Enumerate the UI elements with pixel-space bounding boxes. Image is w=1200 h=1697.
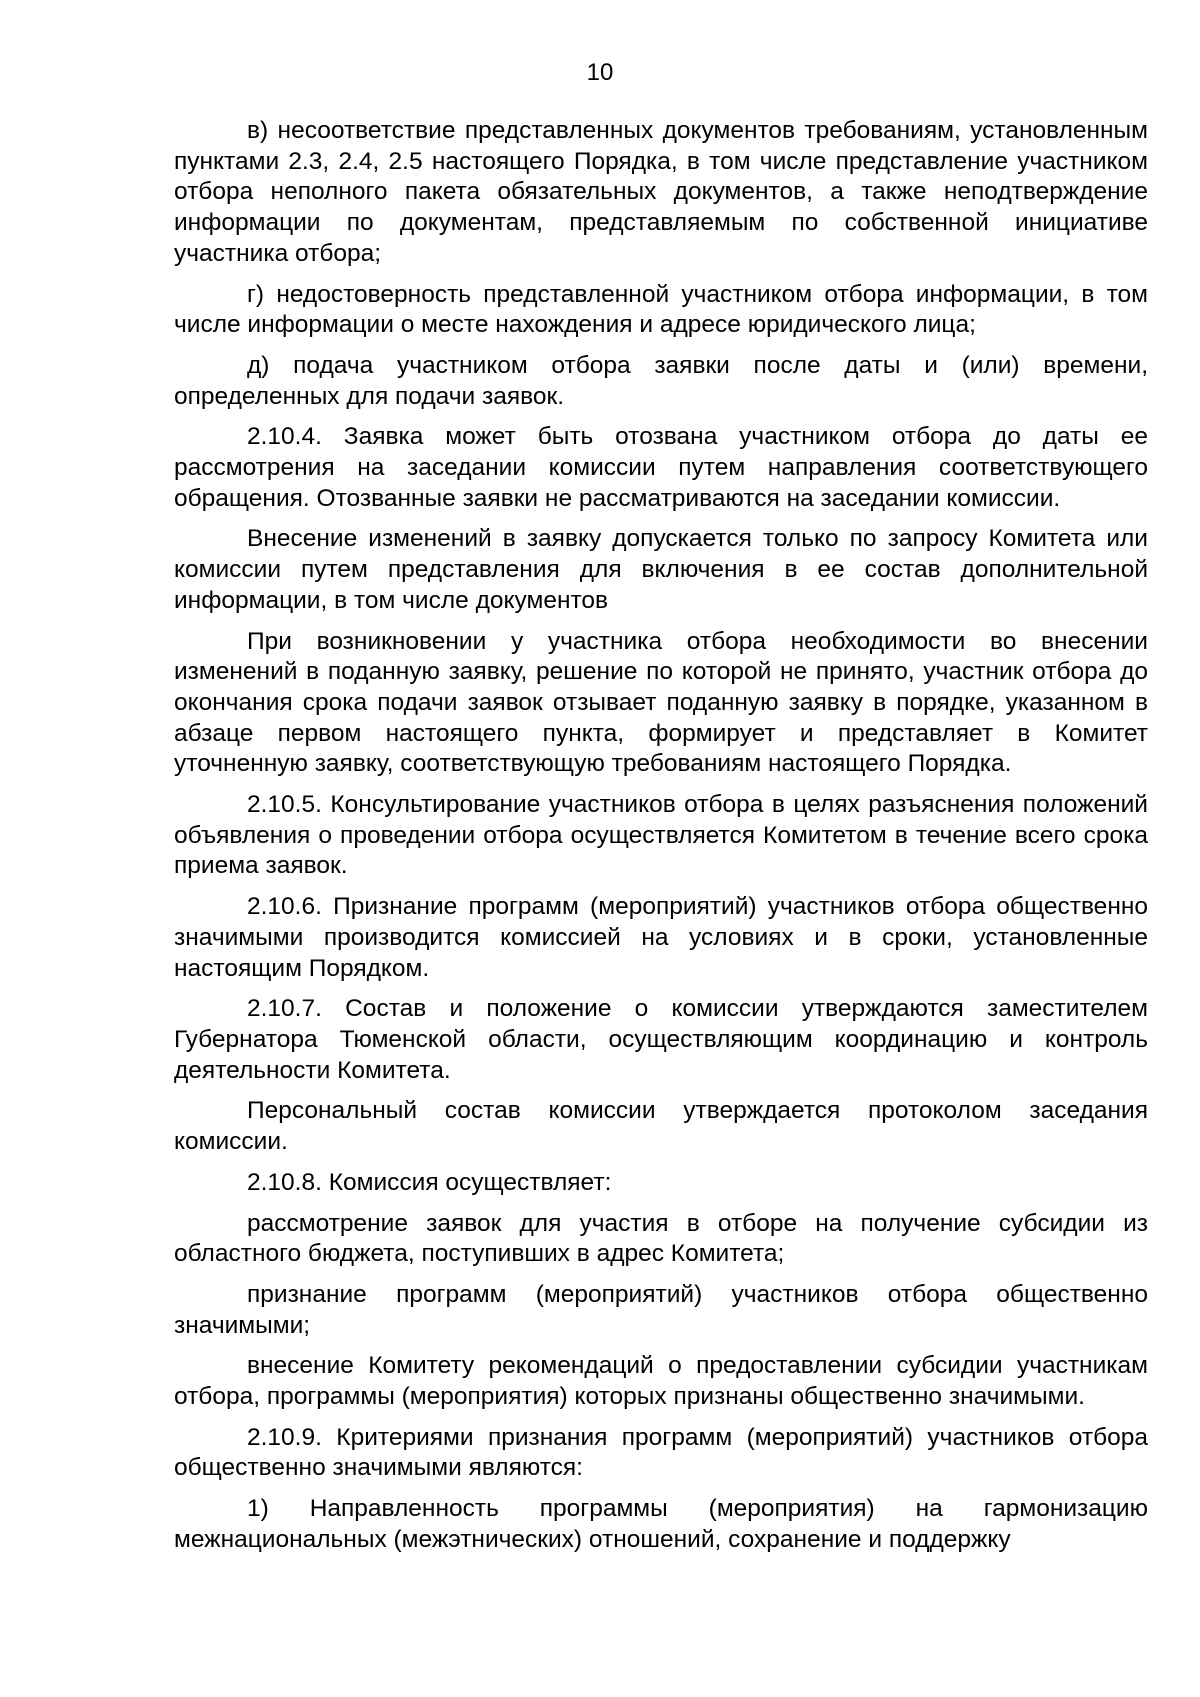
document-body xyxy=(174,116,1148,1566)
paragraph-application-changes: Внесение изменений в заявку допускается только по запросу Комитета или комиссии путем представления для включения в ее состав дополнительной информации, в том числе документов xyxy=(174,525,1148,614)
paragraph-commission-members: Персональный состав комиссии утверждается протоколом заседания комиссии. xyxy=(174,1097,1148,1156)
paragraph-2-10-7: 2.10.7. Состав и положение о комиссии утверждаются заместителем Губернатора Тюменской области, осуществляющим координацию и контроль деятельности Комитета. xyxy=(174,995,1148,1084)
paragraph-2-10-4: 2.10.4. Заявка может быть отозвана участником отбора до даты ее рассмотрения на заседании комиссии путем направления соответствующего обращения. Отозванные заявки не рассматриваются на заседании комиссии. xyxy=(174,423,1148,512)
paragraph-2-10-6: 2.10.6. Признание программ (мероприятий) участников отбора общественно значимыми производится комиссией на условиях и в сроки, установленные настоящим Порядком. xyxy=(174,893,1148,982)
paragraph-item-g: г) недостоверность представленной участником отбора информации, в том числе информации о месте нахождения и адресе юридического лица; xyxy=(174,280,1148,339)
paragraph-2-10-5: 2.10.5. Консультирование участников отбора в целях разъяснения положений объявления о проведении отбора осуществляется Комитетом в течение всего срока приема заявок. xyxy=(174,791,1148,880)
paragraph-commission-task-recommendation: внесение Комитету рекомендаций о предоставлении субсидии участникам отбора, программы (мероприятия) которых признаны общественно значимыми. xyxy=(174,1352,1148,1411)
paragraph-2-10-9: 2.10.9. Критериями признания программ (мероприятий) участников отбора общественно значимыми являются: xyxy=(174,1423,1148,1482)
page-number: 10 xyxy=(586,59,614,86)
paragraph-2-10-8: 2.10.8. Комиссия осуществляет: xyxy=(247,1168,612,1196)
paragraph-application-withdrawal: При возникновении у участника отбора необходимости во внесении изменений в поданную заявку, решение по которой не принято, участник отбора до окончания срока подачи заявок отзывает поданную заявку в порядке, указанном в абзаце первом настоящего пункта, формирует и представляет в Комитет уточненную заявку, соответствующую требованиям настоящего Порядка. xyxy=(174,627,1148,778)
paragraph-item-v: в) несоответствие представленных документов требованиям, установленным пунктами 2.3, 2.4, 2.5 настоящего Порядка, в том числе представление участником отбора неполного пакета обязательных документов, а также неподтверждение информации по документам, представляемым по собственной инициативе участника отбора; xyxy=(174,117,1148,267)
paragraph-criterion-1: 1) Направленность программы (мероприятия) на гармонизацию межнациональных (межэтнических) отношений, сохранение и поддержку xyxy=(174,1495,1148,1553)
paragraph-commission-task-review: рассмотрение заявок для участия в отборе на получение субсидии из областного бюджета, поступивших в адрес Комитета; xyxy=(174,1209,1148,1268)
paragraph-item-d: д) подача участником отбора заявки после даты и (или) времени, определенных для подачи заявок. xyxy=(174,351,1148,410)
paragraph-commission-task-recognition: признание программ (мероприятий) участников отбора общественно значимыми; xyxy=(174,1280,1148,1339)
